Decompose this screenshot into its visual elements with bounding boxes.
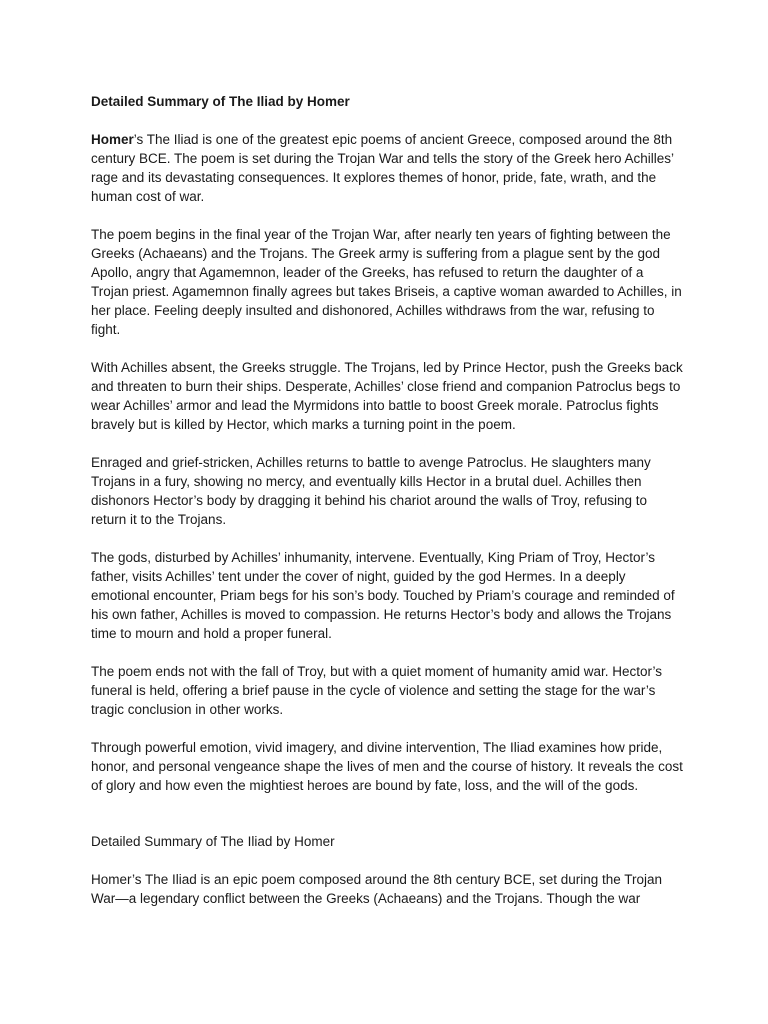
document-page	[91, 92, 683, 927]
paragraph-3: Enraged and grief-stricken, Achilles returns to battle to avenge Patroclus. He slaughters many Trojans in a fury, showing no mercy, and eventually kills Hector in a brutal duel. Achilles then dishonors Hector’s body by dragging it behind his chariot around the walls of Troy, refusing to return it to the Trojans.	[91, 455, 651, 527]
document-title: Detailed Summary of The Iliad by Homer	[91, 94, 350, 109]
second-section-paragraph: Homer’s The Iliad is an epic poem composed around the 8th century BCE, set during the Trojan War—a legendary conflict between the Greeks (Achaeans) and the Trojans. Though the war	[91, 872, 663, 906]
intro-paragraph	[91, 130, 683, 206]
paragraph-4: The gods, disturbed by Achilles’ inhumanity, intervene. Eventually, King Priam of Troy, Hector’s father, visits Achilles’ tent under the cover of night, guided by the god Hermes. In a deeply emotional encounter, Priam begs for his son’s body. Touched by Priam’s courage and reminded of his own father, Achilles is moved to compassion. He returns Hector’s body and allows the Trojans time to mourn and hold a proper funeral.	[91, 550, 675, 641]
intro-author-bold: Homer	[91, 132, 134, 147]
intro-text: ’s The Iliad is one of the greatest epic poems of ancient Greece, composed around the 8th century BCE. The poem is set during the Trojan War and tells the story of the Greek hero Achilles’ rage and its devastating consequences. It explores themes of honor, pride, fate, wrath, and the human cost of war.	[91, 132, 674, 204]
paragraph-6: Through powerful emotion, vivid imagery, and divine intervention, The Iliad examines how pride, honor, and personal vengeance shape the lives of men and the course of history. It reveals the cost of glory and how even the mightiest heroes are bound by fate, loss, and the will of the gods.	[91, 740, 683, 793]
paragraph-1: The poem begins in the final year of the Trojan War, after nearly ten years of fighting between the Greeks (Achaeans) and the Trojans. The Greek army is suffering from a plague sent by the god Apollo, angry that Agamemnon, leader of the Greeks, has refused to return the daughter of a Trojan priest. Agamemnon finally agrees but takes Briseis, a captive woman awarded to Achilles, in her place. Feeling deeply insulted and dishonored, Achilles withdraws from the war, refusing to fight.	[91, 227, 682, 337]
second-section-title: Detailed Summary of The Iliad by Homer	[91, 834, 335, 849]
paragraph-5: The poem ends not with the fall of Troy, but with a quiet moment of humanity amid war. Hector’s funeral is held, offering a brief pause in the cycle of violence and setting the stage for the war’s tragic conclusion in other works.	[91, 664, 663, 717]
paragraph-2: With Achilles absent, the Greeks struggle. The Trojans, led by Prince Hector, push the Greeks back and threaten to burn their ships. Desperate, Achilles’ close friend and companion Patroclus begs to wear Achilles’ armor and lead the Myrmidons into battle to boost Greek morale. Patroclus fights bravely but is killed by Hector, which marks a turning point in the poem.	[91, 360, 683, 432]
